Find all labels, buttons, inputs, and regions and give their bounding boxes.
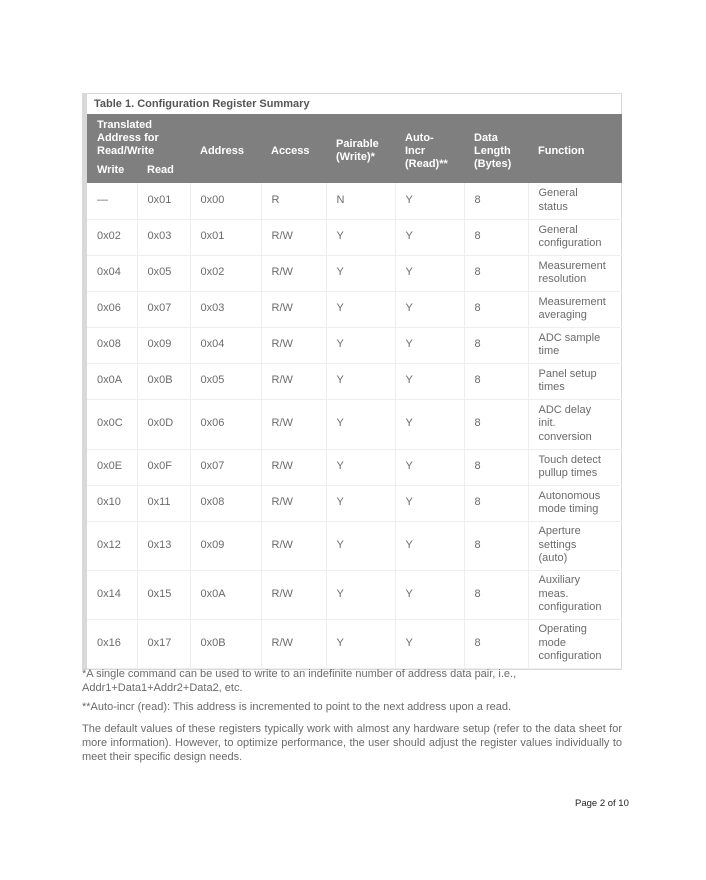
cell-function bbox=[528, 183, 622, 219]
cell-read: 0x13 bbox=[137, 521, 190, 570]
cell-read: 0x09 bbox=[137, 327, 190, 363]
table-row bbox=[87, 327, 622, 363]
header-text: Data bbox=[474, 131, 498, 144]
header-text: (Write)* bbox=[336, 151, 375, 163]
cell-autoincr: Y bbox=[395, 521, 464, 570]
table-row bbox=[87, 219, 622, 255]
cell-access: R/W bbox=[261, 570, 326, 619]
cell-length: 8 bbox=[464, 521, 528, 570]
cell-length: 8 bbox=[464, 449, 528, 485]
cell-length: 8 bbox=[464, 399, 528, 449]
cell-autoincr: Y bbox=[395, 363, 464, 399]
cell-write: 0x10 bbox=[87, 485, 137, 521]
cell-write: 0x16 bbox=[87, 619, 137, 668]
table-row bbox=[87, 570, 622, 619]
cell-length: 8 bbox=[464, 363, 528, 399]
cell-address: 0x07 bbox=[190, 449, 261, 485]
cell-autoincr: Y bbox=[395, 619, 464, 668]
cell-length: 8 bbox=[464, 219, 528, 255]
function-line: Autonomous bbox=[538, 489, 601, 502]
cell-pairable: Y bbox=[326, 327, 395, 363]
footnote-pairable: *A single command can be used to write to an indefinite number of address data pair, i.e., Addr1+Data1+Addr2+Data2, etc. bbox=[82, 668, 517, 694]
header-text: Translated bbox=[97, 119, 153, 131]
cell-autoincr: Y bbox=[395, 183, 464, 219]
cell-function bbox=[528, 291, 622, 327]
cell-pairable: N bbox=[326, 183, 395, 219]
header-text: Read/Write bbox=[97, 145, 155, 157]
cell-write: 0x12 bbox=[87, 521, 137, 570]
cell-access: R/W bbox=[261, 255, 326, 291]
cell-address: 0x0A bbox=[190, 570, 261, 619]
header-text: Length bbox=[474, 144, 511, 157]
function-line: meas. bbox=[538, 587, 569, 600]
cell-function bbox=[528, 255, 622, 291]
table-row bbox=[87, 291, 622, 327]
header-read: Read bbox=[137, 158, 190, 183]
header-text: (Read)** bbox=[405, 157, 448, 170]
cell-length: 8 bbox=[464, 619, 528, 668]
cell-access: R/W bbox=[261, 291, 326, 327]
table-row bbox=[87, 399, 622, 449]
cell-autoincr: Y bbox=[395, 255, 464, 291]
cell-autoincr: Y bbox=[395, 570, 464, 619]
cell-read: 0x11 bbox=[137, 485, 190, 521]
cell-access: R/W bbox=[261, 219, 326, 255]
function-line: Panel setup bbox=[538, 367, 597, 380]
header-access: Access bbox=[261, 114, 326, 183]
cell-address: 0x09 bbox=[190, 521, 261, 570]
cell-length: 8 bbox=[464, 255, 528, 291]
header-text: (Bytes) bbox=[474, 157, 512, 170]
function-line: init. bbox=[538, 417, 556, 430]
table-body bbox=[87, 183, 622, 668]
function-line: Aperture bbox=[538, 525, 581, 538]
header-text: Incr bbox=[405, 144, 426, 157]
table-row bbox=[87, 183, 622, 219]
cell-function bbox=[528, 570, 622, 619]
cell-address: 0x02 bbox=[190, 255, 261, 291]
function-line: configuration bbox=[538, 237, 602, 249]
cell-write: 0x06 bbox=[87, 291, 137, 327]
config-register-table-container bbox=[82, 93, 622, 670]
cell-function bbox=[528, 399, 622, 449]
cell-write: 0x08 bbox=[87, 327, 137, 363]
cell-address: 0x08 bbox=[190, 485, 261, 521]
cell-address: 0x01 bbox=[190, 219, 261, 255]
function-line: General bbox=[538, 187, 578, 200]
cell-pairable: Y bbox=[326, 291, 395, 327]
cell-pairable: Y bbox=[326, 449, 395, 485]
function-line: General bbox=[538, 223, 578, 236]
cell-read: 0x03 bbox=[137, 219, 190, 255]
cell-access: R/W bbox=[261, 327, 326, 363]
cell-write: 0x02 bbox=[87, 219, 137, 255]
footnotes bbox=[82, 667, 627, 714]
cell-access: R bbox=[261, 183, 326, 219]
page-number: Page 2 of 10 bbox=[575, 798, 629, 809]
function-line: Measurement bbox=[538, 295, 606, 308]
cell-pairable: Y bbox=[326, 363, 395, 399]
cell-write: 0x0C bbox=[87, 399, 137, 449]
header-pairable bbox=[326, 114, 395, 183]
cell-write: 0x0A bbox=[87, 363, 137, 399]
cell-address: 0x0B bbox=[190, 619, 261, 668]
cell-address: 0x03 bbox=[190, 291, 261, 327]
cell-address: 0x05 bbox=[190, 363, 261, 399]
function-line: pullup times bbox=[538, 467, 598, 479]
table-caption: Table 1. Configuration Register Summary bbox=[87, 94, 621, 114]
header-text: Address for bbox=[97, 132, 159, 144]
function-line: Touch detect bbox=[538, 453, 601, 466]
table-row bbox=[87, 485, 622, 521]
header-auto-incr bbox=[395, 114, 464, 183]
cell-autoincr: Y bbox=[395, 327, 464, 363]
cell-autoincr: Y bbox=[395, 291, 464, 327]
cell-pairable: Y bbox=[326, 399, 395, 449]
cell-length: 8 bbox=[464, 570, 528, 619]
cell-access: R/W bbox=[261, 619, 326, 668]
cell-read: 0x17 bbox=[137, 619, 190, 668]
cell-access: R/W bbox=[261, 363, 326, 399]
cell-access: R/W bbox=[261, 521, 326, 570]
function-line: (auto) bbox=[538, 552, 568, 565]
function-line: resolution bbox=[538, 273, 587, 285]
cell-pairable: Y bbox=[326, 485, 395, 521]
function-line: configuration bbox=[538, 601, 602, 614]
function-line: settings bbox=[538, 538, 577, 551]
cell-write: 0x14 bbox=[87, 570, 137, 619]
cell-read: 0x0B bbox=[137, 363, 190, 399]
cell-address: 0x06 bbox=[190, 399, 261, 449]
cell-pairable: Y bbox=[326, 521, 395, 570]
header-text: Auto- bbox=[405, 131, 434, 144]
cell-pairable: Y bbox=[326, 570, 395, 619]
table-row bbox=[87, 449, 622, 485]
cell-access: R/W bbox=[261, 449, 326, 485]
cell-function bbox=[528, 485, 622, 521]
cell-autoincr: Y bbox=[395, 399, 464, 449]
table-row bbox=[87, 619, 622, 668]
function-line: Measurement bbox=[538, 259, 606, 272]
cell-pairable: Y bbox=[326, 255, 395, 291]
cell-read: 0x01 bbox=[137, 183, 190, 219]
header-write: Write bbox=[87, 158, 137, 183]
cell-length: 8 bbox=[464, 327, 528, 363]
cell-read: 0x05 bbox=[137, 255, 190, 291]
function-line: averaging bbox=[538, 309, 587, 321]
cell-function bbox=[528, 219, 622, 255]
header-data-length bbox=[464, 114, 528, 183]
cell-read: 0x0D bbox=[137, 399, 190, 449]
cell-length: 8 bbox=[464, 485, 528, 521]
cell-write: 0x0E bbox=[87, 449, 137, 485]
cell-address: 0x00 bbox=[190, 183, 261, 219]
table-row bbox=[87, 363, 622, 399]
cell-length: 8 bbox=[464, 183, 528, 219]
cell-autoincr: Y bbox=[395, 485, 464, 521]
body-paragraph: The default values of these registers typically work with almost any hardware setup (refer to the data sheet for more information). However, to optimize performance, the user should adjust the register values individually to meet their specific design needs. bbox=[82, 723, 622, 763]
table-header-row bbox=[87, 114, 622, 158]
cell-read: 0x15 bbox=[137, 570, 190, 619]
cell-autoincr: Y bbox=[395, 219, 464, 255]
function-line: times bbox=[538, 381, 565, 393]
function-line: conversion bbox=[538, 430, 592, 443]
function-line: mode timing bbox=[538, 503, 599, 515]
table-row bbox=[87, 255, 622, 291]
cell-write: — bbox=[87, 183, 137, 219]
cell-pairable: Y bbox=[326, 219, 395, 255]
function-line: mode bbox=[538, 636, 567, 649]
function-line: time bbox=[538, 345, 560, 357]
cell-function bbox=[528, 449, 622, 485]
cell-read: 0x0F bbox=[137, 449, 190, 485]
function-line: Operating bbox=[538, 623, 587, 636]
function-line: ADC delay bbox=[538, 403, 592, 416]
function-line: ADC sample bbox=[538, 331, 601, 344]
cell-function bbox=[528, 363, 622, 399]
header-translated-address bbox=[87, 114, 190, 158]
header-address: Address bbox=[190, 114, 261, 183]
cell-function bbox=[528, 521, 622, 570]
function-line: configuration bbox=[538, 650, 602, 663]
cell-access: R/W bbox=[261, 399, 326, 449]
cell-function bbox=[528, 619, 622, 668]
cell-pairable: Y bbox=[326, 619, 395, 668]
cell-function bbox=[528, 327, 622, 363]
function-line: Auxiliary bbox=[538, 574, 581, 587]
footnote-auto-incr: **Auto-incr (read): This address is incremented to point to the next address upon a read. bbox=[82, 701, 512, 713]
cell-read: 0x07 bbox=[137, 291, 190, 327]
config-register-table bbox=[87, 114, 622, 669]
table-row bbox=[87, 521, 622, 570]
function-line: status bbox=[538, 200, 568, 213]
cell-access: R/W bbox=[261, 485, 326, 521]
cell-length: 8 bbox=[464, 291, 528, 327]
header-function: Function bbox=[528, 114, 622, 183]
cell-write: 0x04 bbox=[87, 255, 137, 291]
cell-autoincr: Y bbox=[395, 449, 464, 485]
header-text: Pairable bbox=[336, 138, 379, 150]
cell-address: 0x04 bbox=[190, 327, 261, 363]
